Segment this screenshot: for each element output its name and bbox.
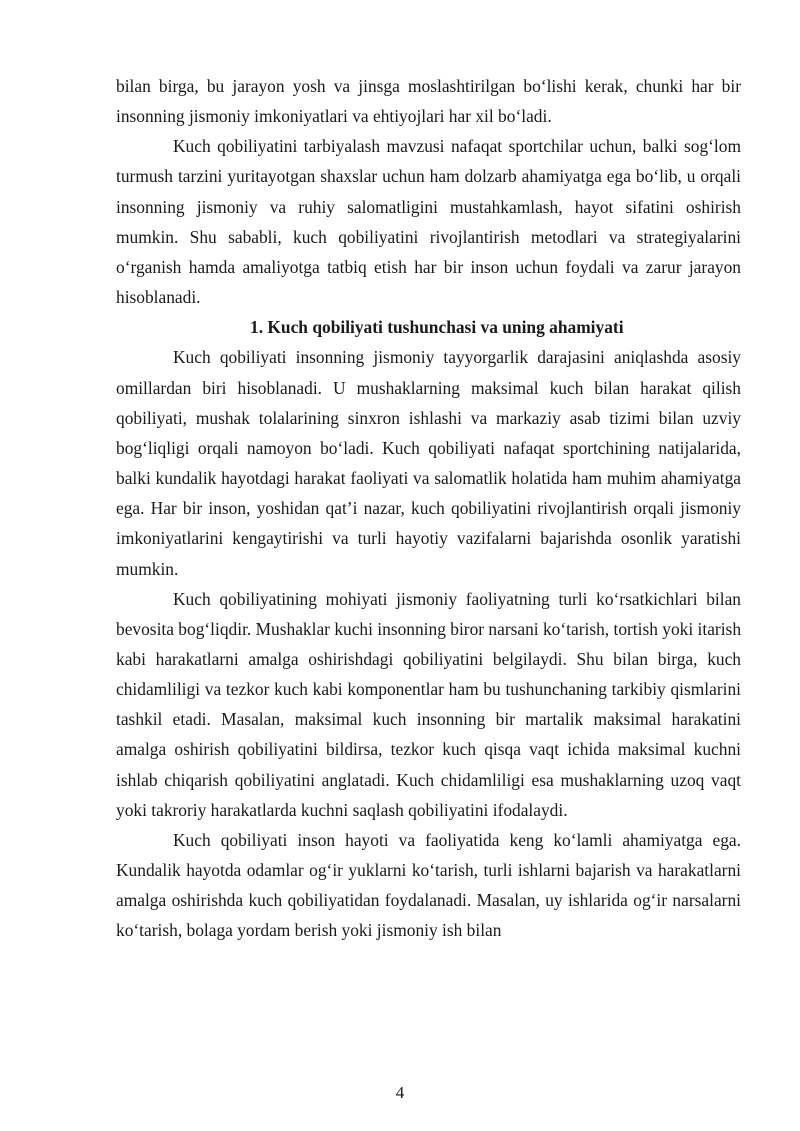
paragraph-intro: Kuch qobiliyatini tarbiyalash mavzusi nafaqat sportchilar uchun, balki sog‘lom turmush tarzini yuritayotgan shaxslar uchun ham dolzarb ahamiyatga ega bo‘lib, u orqali insonning jismoniy va ruhiy salomatligini mustahkamlash, hayot sifatini oshirish mumkin. Shu sababli, kuch qobiliyatini rivojlantirish metodlari va strategiyalarini o‘rganish hamda amaliyotga tatbiq etish har bir inson uchun foydali va zarur jarayon hisoblanadi. (116, 136, 741, 308)
paragraph: Kuch qobiliyatining mohiyati jismoniy faoliyatning turli ko‘rsatkichlari bilan bevosita bog‘liqdir. Mushaklar kuchi insonning biror narsani ko‘tarish, tortish yoki itarish kabi harakatlarni amalga oshirishdagi qobiliyatini belgilaydi. Shu bilan birga, kuch chidamliligi va tezkor kuch kabi komponentlar ham bu tushunchaning tarkibiy qismlarini tashkil etadi. Masalan, maksimal kuch insonning bir martalik maksimal harakatini amalga oshirish qobiliyatini bildirsa, tezkor kuch qisqa vaqt ichida maksimal kuchni ishlab chiqarish qobiliyatini anglatadi. Kuch chidamliligi esa mushaklarning uzoq vaqt yoki takroriy harakatlarda kuchni saqlash qobiliyatini ifodalaydi. (116, 588, 742, 820)
page-number: 4 (395, 1083, 405, 1102)
paragraph-continuation: bilan birga, bu jarayon yosh va jinsga moslashtirilgan bo‘lishi kerak, chunki har bir insonning jismoniy imkoniyatlari va ehtiyojlari har xil bo‘ladi. (116, 76, 741, 127)
paragraph: Kuch qobiliyati inson hayoti va faoliyatida keng ko‘lamli ahamiyatga ega. Kundalik hayotda odamlar og‘ir yuklarni ko‘tarish, turli ishlarni bajarish va harakatlarni amalga oshirishda kuch qobiliyatidan foydalanadi. Masalan, uy ishlarida og‘ir narsalarni ko‘tarish, bolaga yordam berish yoki jismoniy ish bilan (116, 829, 741, 941)
paragraph: Kuch qobiliyati insonning jismoniy tayyorgarlik darajasini aniqlashda asosiy omillardan biri hisoblanadi. U mushaklarning maksimal kuch bilan harakat qilish qobiliyati, mushak tolalarining sinxron ishlashi va markaziy asab tizimi bilan uzviy bog‘liqligi orqali namoyon bo‘ladi. Kuch qobiliyati nafaqat sportchining natijalarida, balki kundalik hayotdagi harakat faoliyati va salomatlik holatida ham muhim ahamiyatga ega. Har bir inson, yoshidan qat’i nazar, kuch qobiliyatini rivojlantirish orqali jismoniy imkoniyatlarini kengaytirishi va turli hayotiy vazifalarni bajarishda osonlik yaratishi mumkin. (116, 347, 741, 579)
body-text (116, 71, 741, 946)
section-heading: 1. Kuch qobiliyati tushunchasi va uning ahamiyati (250, 317, 624, 338)
